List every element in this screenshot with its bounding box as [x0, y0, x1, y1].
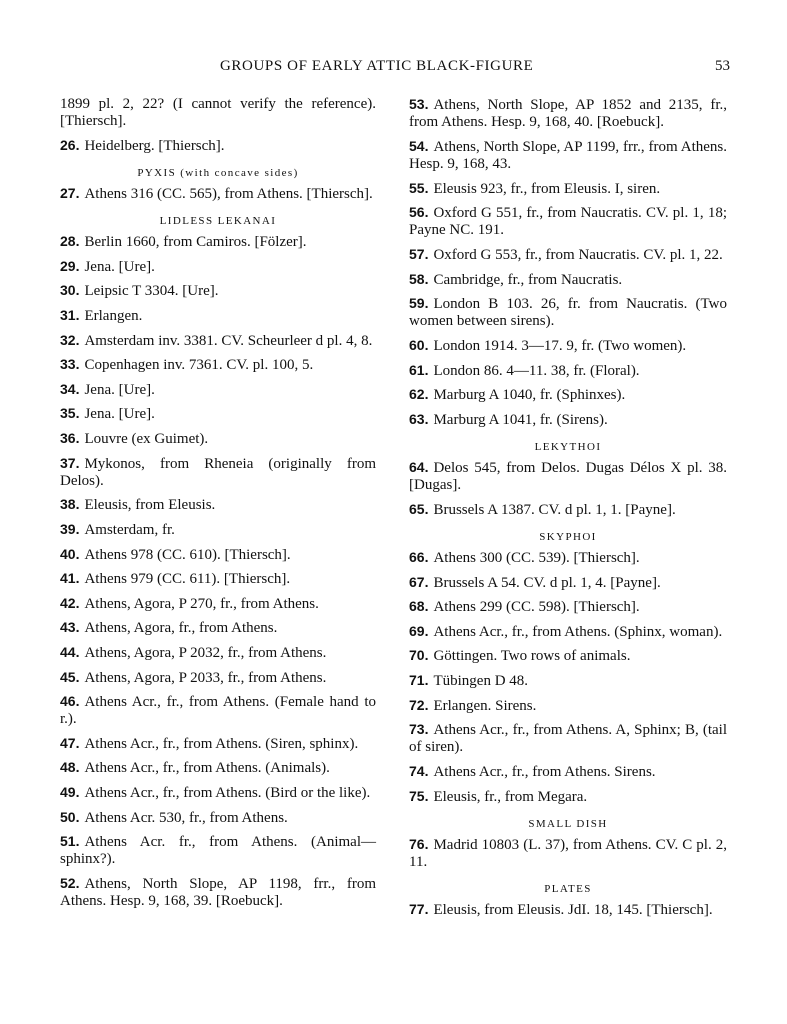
entry-number: 62. — [409, 386, 429, 403]
entry-text: Athens, North Slope, AP 1852 and 2135, fr., from Athens. Hesp. 9, 168, 40. [Roebuck]. — [409, 97, 727, 131]
catalogue-entry — [409, 180, 727, 198]
entry-number: 76. — [409, 835, 429, 852]
catalogue-entry — [60, 332, 376, 350]
entry-number: 40. — [60, 545, 80, 562]
catalogue-entry — [60, 430, 376, 448]
entry-number: 43. — [60, 619, 80, 636]
entry-number: 49. — [60, 784, 80, 801]
entry-text: Tübingen D 48. — [433, 672, 529, 689]
catalogue-entry — [409, 501, 727, 519]
catalogue-entry — [409, 271, 727, 289]
entry-text: Brussels A 54. CV. d pl. 1, 4. [Payne]. — [433, 574, 661, 591]
entry-text: Amsterdam inv. 3381. CV. Scheurleer d pl. 4, 8. — [84, 332, 373, 349]
entry-number: 31. — [60, 306, 80, 323]
entry-number: 29. — [60, 257, 80, 274]
page-header — [60, 58, 730, 82]
entry-number: 55. — [409, 179, 429, 196]
entry-text: Cambridge, fr., from Naucratis. — [433, 271, 623, 288]
catalogue-entry — [60, 282, 376, 300]
catalogue-entry — [409, 721, 727, 756]
entry-text: Athens Acr. fr., from Athens. (Animal—sphinx?). — [60, 834, 376, 868]
entry-number: 69. — [409, 622, 429, 639]
left-column — [60, 96, 376, 917]
entry-number: 28. — [60, 233, 80, 250]
entry-number: 63. — [409, 410, 429, 427]
entry-number: 61. — [409, 361, 429, 378]
entry-text: Athens Acr., fr., from Athens. (Siren, sphinx). — [84, 735, 359, 752]
entry-text: Copenhagen inv. 7361. CV. pl. 100, 5. — [84, 357, 314, 374]
section-heading: LIDLESS LEKANAI — [159, 215, 277, 228]
entry-text: Athens Acr. 530, fr., from Athens. — [84, 809, 288, 826]
catalogue-entry — [409, 623, 727, 641]
entry-text: Marburg A 1040, fr. (Sphinxes). — [433, 387, 626, 404]
entry-text: Oxford G 551, fr., from Naucratis. CV. pl. 1, 18; Payne NC. 191. — [409, 205, 727, 239]
catalogue-entry — [60, 570, 376, 588]
entry-number: 36. — [60, 429, 80, 446]
entry-text: Berlin 1660, from Camiros. [Fölzer]. — [84, 234, 307, 251]
catalogue-entry — [409, 386, 727, 404]
catalogue-entry — [409, 788, 727, 806]
catalogue-entry — [60, 644, 376, 662]
entry-text: Delos 545, from Delos. Dugas Délos X pl. 38. [Dugas]. — [409, 459, 727, 494]
catalogue-entry — [60, 496, 376, 514]
entry-text: Athens, Agora, P 2033, fr., from Athens. — [84, 669, 327, 686]
catalogue-entry — [60, 185, 376, 203]
entry-number: 53. — [409, 96, 429, 112]
entry-number: 68. — [409, 598, 429, 615]
catalogue-entry — [409, 337, 727, 355]
catalogue-entry — [409, 246, 727, 264]
entry-text: Madrid 10803 (L. 37), from Athens. CV. C pl. 2, 11. — [409, 836, 727, 870]
running-title: GROUPS OF EARLY ATTIC BLACK-FIGURE — [220, 58, 534, 74]
catalogue-entry — [409, 204, 727, 239]
catalogue-entry — [60, 137, 376, 155]
entry-number: 45. — [60, 668, 80, 685]
entry-number: 66. — [409, 548, 429, 565]
entry-number: 75. — [409, 787, 429, 804]
entry-text: Eleusis, from Eleusis. — [84, 497, 216, 514]
entry-number: 65. — [409, 500, 429, 517]
entry-number: 32. — [60, 331, 80, 348]
entry-number: 27. — [60, 185, 80, 201]
entry-text: Athens 978 (CC. 610). [Thiersch]. — [84, 546, 291, 563]
catalogue-entry — [409, 459, 727, 494]
catalogue-entry — [60, 669, 376, 687]
entry-text: Marburg A 1041, fr. (Sirens). — [433, 411, 608, 428]
section-heading: SKYPHOI — [539, 530, 597, 543]
entry-number: 77. — [409, 901, 429, 918]
catalogue-entry — [409, 549, 727, 567]
entry-number: 54. — [409, 137, 429, 154]
entry-number: 33. — [60, 356, 80, 373]
catalogue-entry — [409, 763, 727, 781]
catalogue-entry — [409, 411, 727, 429]
entry-text: Leipsic T 3304. [Ure]. — [84, 283, 219, 300]
entry-number: 39. — [60, 520, 80, 537]
entry-text: Athens Acr., fr., from Athens. Sirens. — [433, 763, 656, 780]
entry-text: Eleusis 923, fr., from Eleusis. I, siren. — [433, 180, 661, 197]
catalogue-entry — [60, 595, 376, 613]
entry-text: Jena. [Ure]. — [84, 381, 155, 398]
entry-text: Athens Acr., fr., from Athens. A, Sphinx; B, (tail of siren). — [409, 722, 727, 756]
catalogue-entry — [409, 96, 727, 131]
entry-text: Athens Acr., fr., from Athens. (Sphinx, woman). — [433, 623, 723, 640]
section-heading: LEKYTHOI — [534, 440, 602, 453]
entry-text: Göttingen. Two rows of animals. — [433, 648, 631, 665]
catalogue-entry — [60, 735, 376, 753]
entry-number: 37. — [60, 454, 80, 471]
catalogue-entry — [60, 809, 376, 827]
entry-text: Amsterdam, fr. — [84, 521, 175, 538]
entry-number: 58. — [409, 270, 429, 287]
entry-text: Athens 300 (CC. 539). [Thiersch]. — [433, 549, 640, 566]
catalogue-entry — [409, 901, 727, 919]
entry-text: Heidelberg. [Thiersch]. — [84, 137, 225, 154]
section-heading: PLATES — [544, 883, 592, 896]
entry-text: London 1914. 3—17. 9, fr. (Two women). — [433, 337, 687, 354]
page-number: 53 — [715, 58, 730, 74]
entry-text: Erlangen. Sirens. — [433, 697, 537, 714]
entry-text: 1899 pl. 2, 22? (I cannot verify the reference). [Thiersch]. — [60, 96, 376, 130]
entry-number: 60. — [409, 336, 429, 353]
entry-text: Erlangen. — [84, 307, 143, 324]
catalogue-entry — [60, 356, 376, 374]
entry-text: Athens 299 (CC. 598). [Thiersch]. — [433, 599, 640, 616]
entry-text: Louvre (ex Guimet). — [84, 430, 209, 447]
entry-text: Athens, Agora, P 2032, fr., from Athens. — [84, 644, 327, 661]
entry-number: 44. — [60, 643, 80, 660]
section-heading: PYXIS (with concave sides) — [137, 167, 299, 179]
entry-number: 71. — [409, 671, 429, 688]
entry-number: 57. — [409, 245, 429, 262]
entry-number: 41. — [60, 570, 80, 587]
catalogue-entry — [60, 405, 376, 423]
entry-text: Athens, Agora, fr., from Athens. — [84, 620, 278, 637]
entry-text: Athens, Agora, P 270, fr., from Athens. — [84, 595, 319, 612]
catalogue-entry — [60, 619, 376, 637]
entry-number: 50. — [60, 808, 80, 825]
catalogue-entry — [409, 138, 727, 173]
entry-text: Athens 979 (CC. 611). [Thiersch]. — [84, 571, 291, 588]
entry-number: 73. — [409, 721, 429, 738]
entry-text: Athens, North Slope, AP 1199, frr., from Athens. Hesp. 9, 168, 43. — [409, 138, 727, 172]
section-heading: SMALL DISH — [528, 817, 608, 830]
catalogue-entry — [409, 647, 727, 665]
entry-text: Eleusis, fr., from Megara. — [433, 788, 588, 805]
entry-number: 30. — [60, 282, 80, 299]
entry-number: 70. — [409, 647, 429, 664]
entry-number: 51. — [60, 833, 80, 850]
entry-text: Jena. [Ure]. — [84, 258, 155, 275]
entry-number: 48. — [60, 759, 80, 776]
entry-number: 56. — [409, 204, 429, 221]
entry-number: 26. — [60, 136, 80, 153]
entry-text: Athens Acr., fr., from Athens. (Bird or the like). — [84, 785, 371, 802]
catalogue-entry — [409, 672, 727, 690]
catalogue-entry — [60, 381, 376, 399]
catalogue-entry — [60, 833, 376, 868]
catalogue-entry — [60, 546, 376, 564]
entry-number: 35. — [60, 405, 80, 422]
entry-text: London B 103. 26, fr. from Naucratis. (Two women between sirens). — [409, 296, 727, 330]
entry-number: 59. — [409, 295, 429, 312]
entry-number: 64. — [409, 458, 429, 475]
entry-text: Athens Acr., fr., from Athens. (Female hand to r.). — [60, 694, 376, 728]
catalogue-entry — [60, 875, 376, 910]
entry-text: Oxford G 553, fr., from Naucratis. CV. pl. 1, 22. — [433, 246, 723, 263]
catalogue-entry — [60, 455, 376, 490]
entry-text: Athens, North Slope, AP 1198, frr., from Athens. Hesp. 9, 168, 39. [Roebuck]. — [60, 876, 376, 910]
catalogue-entry — [409, 295, 727, 330]
catalogue-entry — [60, 258, 376, 276]
catalogue-entry — [60, 233, 376, 251]
catalogue-entry — [409, 697, 727, 715]
catalogue-entry — [60, 96, 376, 130]
catalogue-entry — [409, 362, 727, 380]
entry-number: 46. — [60, 693, 80, 710]
catalogue-entry — [409, 836, 727, 871]
entry-text: Eleusis, from Eleusis. JdI. 18, 145. [Thiersch]. — [433, 902, 713, 919]
entry-number: 42. — [60, 594, 80, 611]
catalogue-entry — [60, 784, 376, 802]
catalogue-entry — [409, 598, 727, 616]
entry-number: 47. — [60, 734, 80, 751]
entry-text: Athens Acr., fr., from Athens. (Animals). — [84, 760, 330, 777]
entry-number: 74. — [409, 762, 429, 779]
entry-text: Athens 316 (CC. 565), from Athens. [Thiersch]. — [84, 186, 373, 202]
entry-number: 72. — [409, 696, 429, 713]
right-column — [409, 96, 727, 926]
entry-number: 67. — [409, 573, 429, 590]
entry-number: 34. — [60, 380, 80, 397]
entry-text: Mykonos, from Rheneia (originally from Delos). — [60, 455, 376, 489]
entry-text: Brussels A 1387. CV. d pl. 1, 1. [Payne]. — [433, 501, 676, 518]
entry-number: 52. — [60, 875, 80, 892]
catalogue-entry — [409, 574, 727, 592]
catalogue-entry — [60, 307, 376, 325]
catalogue-entry — [60, 521, 376, 539]
catalogue-entry — [60, 693, 376, 728]
catalogue-entry — [60, 759, 376, 777]
entry-text: London 86. 4—11. 38, fr. (Floral). — [433, 362, 640, 379]
entry-text: Jena. [Ure]. — [84, 406, 155, 423]
entry-number: 38. — [60, 496, 80, 513]
